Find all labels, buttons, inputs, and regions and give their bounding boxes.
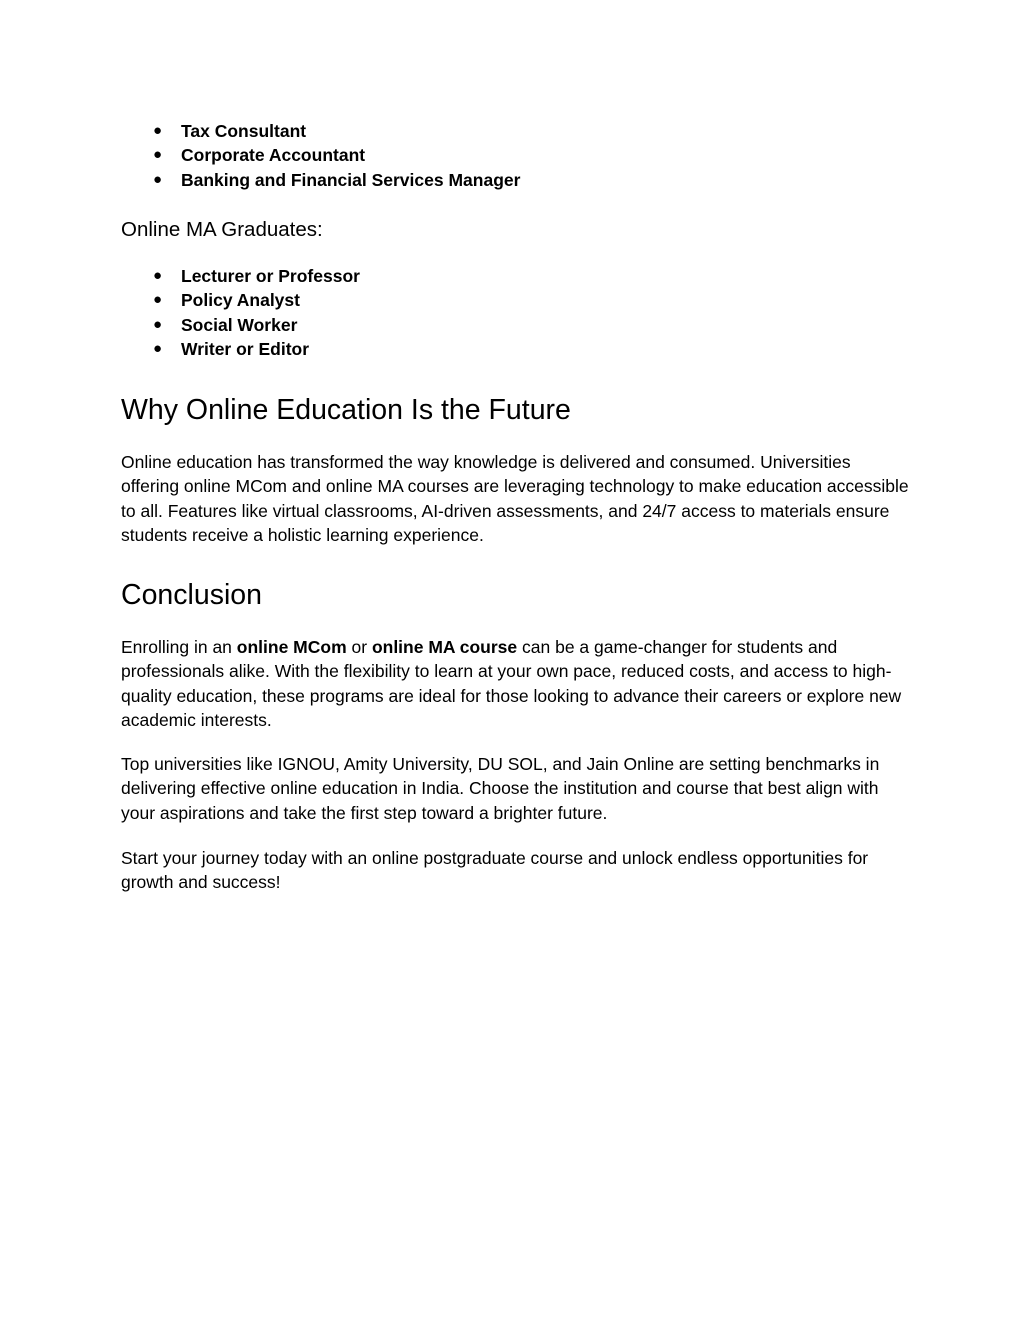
list-item [121, 288, 360, 312]
bullet-icon: ● [153, 291, 163, 309]
list-item [121, 313, 360, 337]
list-item [121, 143, 520, 167]
bullet-icon: ● [153, 170, 163, 188]
list-item-text: Tax Consultant [181, 121, 307, 141]
ma-graduates-heading: Online MA Graduates: [121, 218, 323, 241]
list-item [121, 119, 520, 143]
list-item-text: Lecturer or Professor [181, 266, 360, 286]
conclusion-paragraph-3: Start your journey today with an online postgraduate course and unlock endless opportunities for growth and success! [121, 848, 869, 893]
why-online-education-paragraph: Online education has transformed the way knowledge is delivered and consumed. Universities offering online MCom and online MA courses are leveraging technology to make education accessible to all. Features like virtual classrooms, AI-driven assessments, and 24/7 access to materials ensure students receive a holistic learning experience. [121, 452, 909, 545]
bullet-icon: ● [153, 267, 163, 284]
list-item-text: Corporate Accountant [181, 145, 366, 166]
text-run: or [346, 637, 372, 657]
why-online-education-heading: Why Online Education Is the Future [121, 394, 571, 426]
conclusion-heading: Conclusion [121, 579, 262, 611]
bullet-icon: ● [153, 315, 163, 333]
list-item [121, 168, 520, 192]
list-item-text: Writer or Editor [181, 338, 310, 359]
conclusion-paragraph-2: Top universities like IGNOU, Amity University, DU SOL, and Jain Online are setting benchmarks in delivering effective online education in India. Choose the institution and course that best align with your aspirations and take the first step toward a brighter future. [121, 754, 880, 823]
list-item-text: Policy Analyst [181, 290, 300, 311]
list-item [121, 264, 360, 288]
bullet-icon: ● [153, 146, 163, 164]
bullet-icon: ● [153, 339, 163, 357]
bold-text-online-ma-course: online MA course [371, 637, 518, 657]
conclusion-paragraph-1 [121, 635, 911, 732]
list-item-text: Banking and Financial Services Manager [181, 169, 521, 190]
bullet-icon: ● [153, 122, 163, 139]
ma-careers-list [121, 264, 360, 361]
list-item [121, 337, 360, 361]
text-run: Enrolling in an [121, 637, 237, 657]
text-run: can be a game-changer for students and professionals alike. With the flexibility to learn at your own pace, reduced costs, and access to high-quality education, these programs are ideal for those looking to advance their careers or explore new academic interests. [121, 637, 902, 730]
bold-text-online-mcom: online MCom [236, 637, 347, 657]
mcom-careers-list [121, 119, 520, 192]
list-item-text: Social Worker [181, 314, 298, 335]
